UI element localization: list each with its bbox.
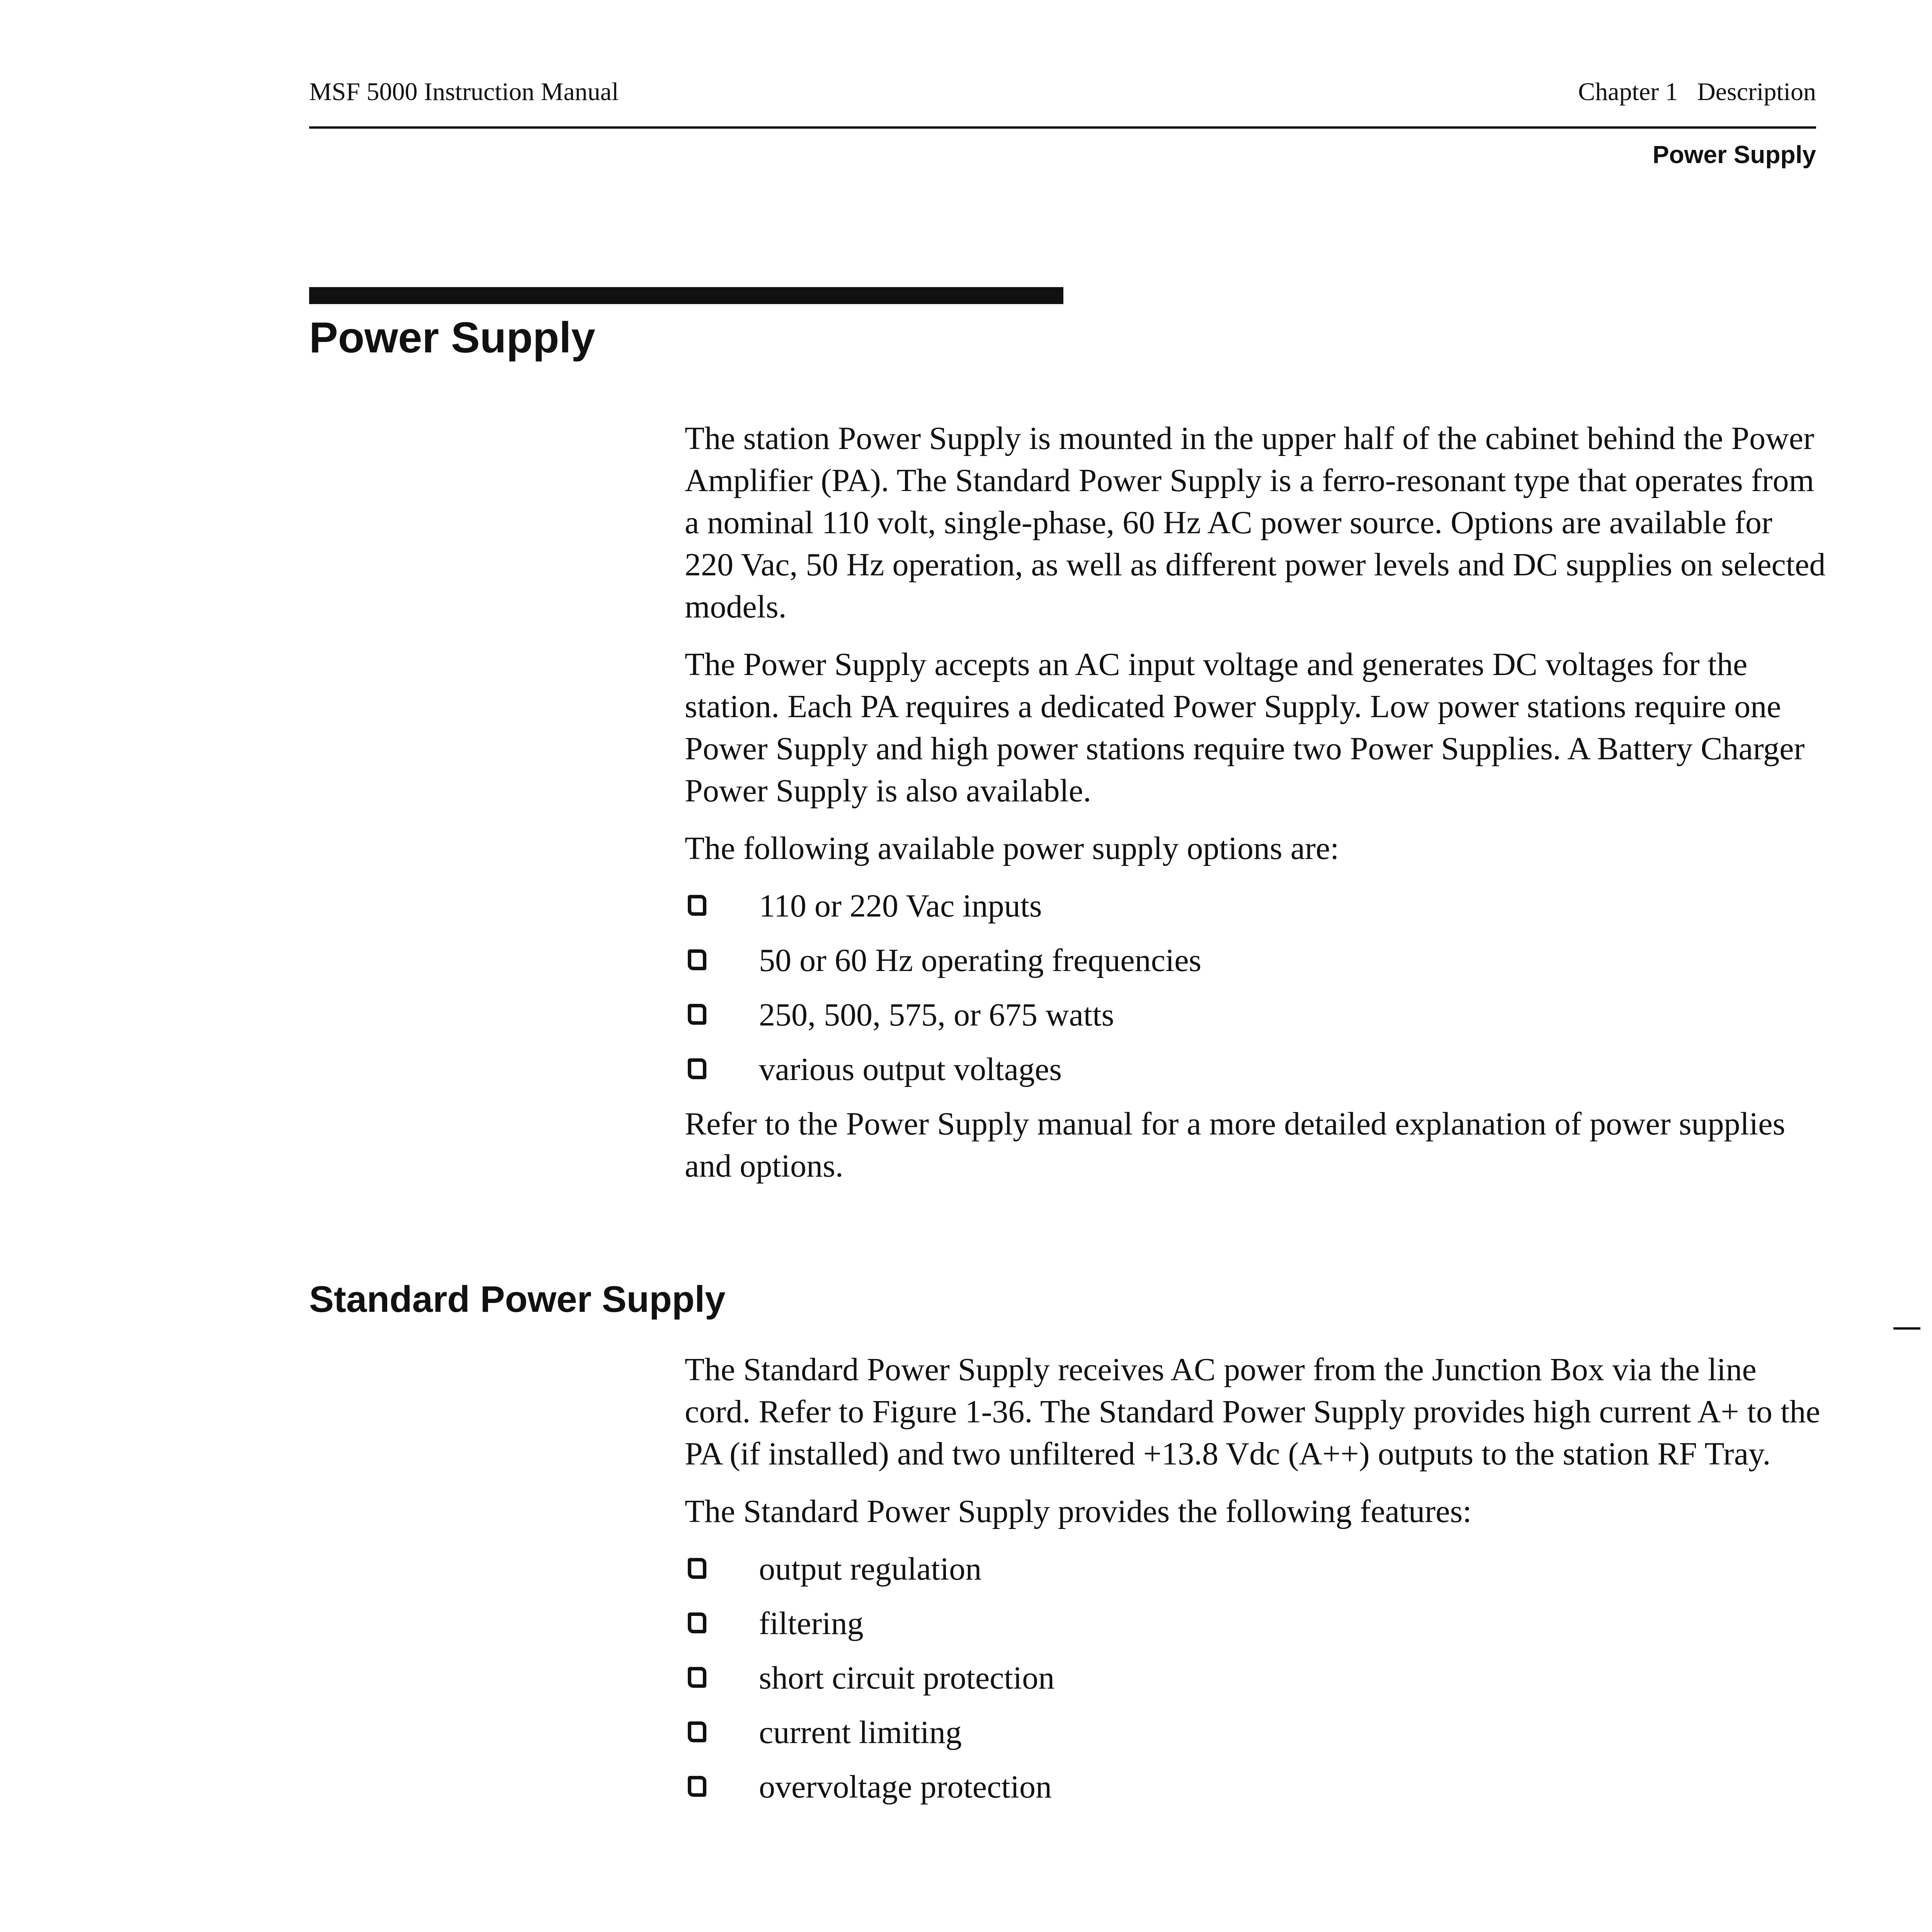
features-list [685,1548,1828,1808]
section-tab: Power Supply [1652,141,1816,168]
checkbox-bullet-icon [688,1558,706,1579]
checkbox-bullet-icon [688,1004,706,1025]
standard-section [685,1349,1828,1820]
checkbox-bullet-icon [688,895,706,916]
checkbox-bullet-icon [688,1721,706,1742]
list-item-text: various output voltages [759,1051,1062,1087]
checkbox-bullet-icon [688,1058,706,1079]
list-item-text: output regulation [759,1551,982,1587]
page-title: Power Supply [309,313,595,362]
list-item-text: 50 or 60 Hz operating frequencies [759,942,1202,978]
checkbox-bullet-icon [688,1776,706,1797]
intro-paragraph-2: The Power Supply accepts an AC input voltage and generates DC voltages for the station. Each PA requires a dedicated Power Supply. Low power stations require one Power Supply and high power stations require two Power Supplies. A Battery Charger Power Supply is also available. [685,646,1805,809]
list-item [685,1602,1828,1645]
options-list [685,885,1828,1090]
running-header-manual-title: MSF 5000 Instruction Manual [309,78,619,106]
header-rule [309,126,1816,129]
intro-paragraph-3: The following available power supply options are: [685,830,1339,866]
checkbox-bullet-icon [688,1667,706,1688]
intro-paragraph-4: Refer to the Power Supply manual for a more detailed explanation of power supplies and options. [685,1106,1786,1184]
list-item-text: overvoltage protection [759,1769,1052,1805]
list-item [685,1548,1828,1590]
running-header-chapter [1578,79,1816,105]
title-bar [309,287,1063,304]
list-item-text: current limiting [759,1714,962,1750]
list-item-text: short circuit protection [759,1660,1055,1696]
list-item [685,1711,1828,1753]
list-item [685,1657,1828,1699]
checkbox-bullet-icon [688,1612,706,1633]
change-bar [1893,1327,1920,1330]
list-item [685,994,1828,1036]
intro-section [685,417,1828,1202]
standard-paragraph-1: The Standard Power Supply receives AC power from the Junction Box via the line cord. Refer to Figure 1-36. The Standard Power Supply provides high current A+ to the PA (if installed) and two unfiltered +13.8 Vdc (A++) outputs to the station RF Tray. [685,1352,1820,1472]
intro-paragraph-1: The station Power Supply is mounted in the upper half of the cabinet behind the Power Amplifier (PA). The Standard Power Supply is a ferro-resonant type that operates from a nominal 110 volt, single-phase, 60 Hz AC power source. Options are available for 220 Vac, 50 Hz operation, as well as different power levels and DC supplies on selected models. [685,420,1826,625]
list-item [685,1766,1828,1808]
standard-paragraph-2: The Standard Power Supply provides the following features: [685,1493,1472,1529]
checkbox-bullet-icon [688,949,706,970]
list-item [685,1048,1828,1090]
list-item-text: 110 or 220 Vac inputs [759,888,1042,924]
list-item-text: 250, 500, 575, or 675 watts [759,997,1114,1033]
section-heading-standard: Standard Power Supply [309,1279,726,1320]
list-item-text: filtering [759,1605,864,1641]
chapter-title: Description [1697,78,1816,106]
list-item [685,939,1828,981]
list-item [685,885,1828,927]
chapter-label: Chapter 1 [1578,78,1678,106]
